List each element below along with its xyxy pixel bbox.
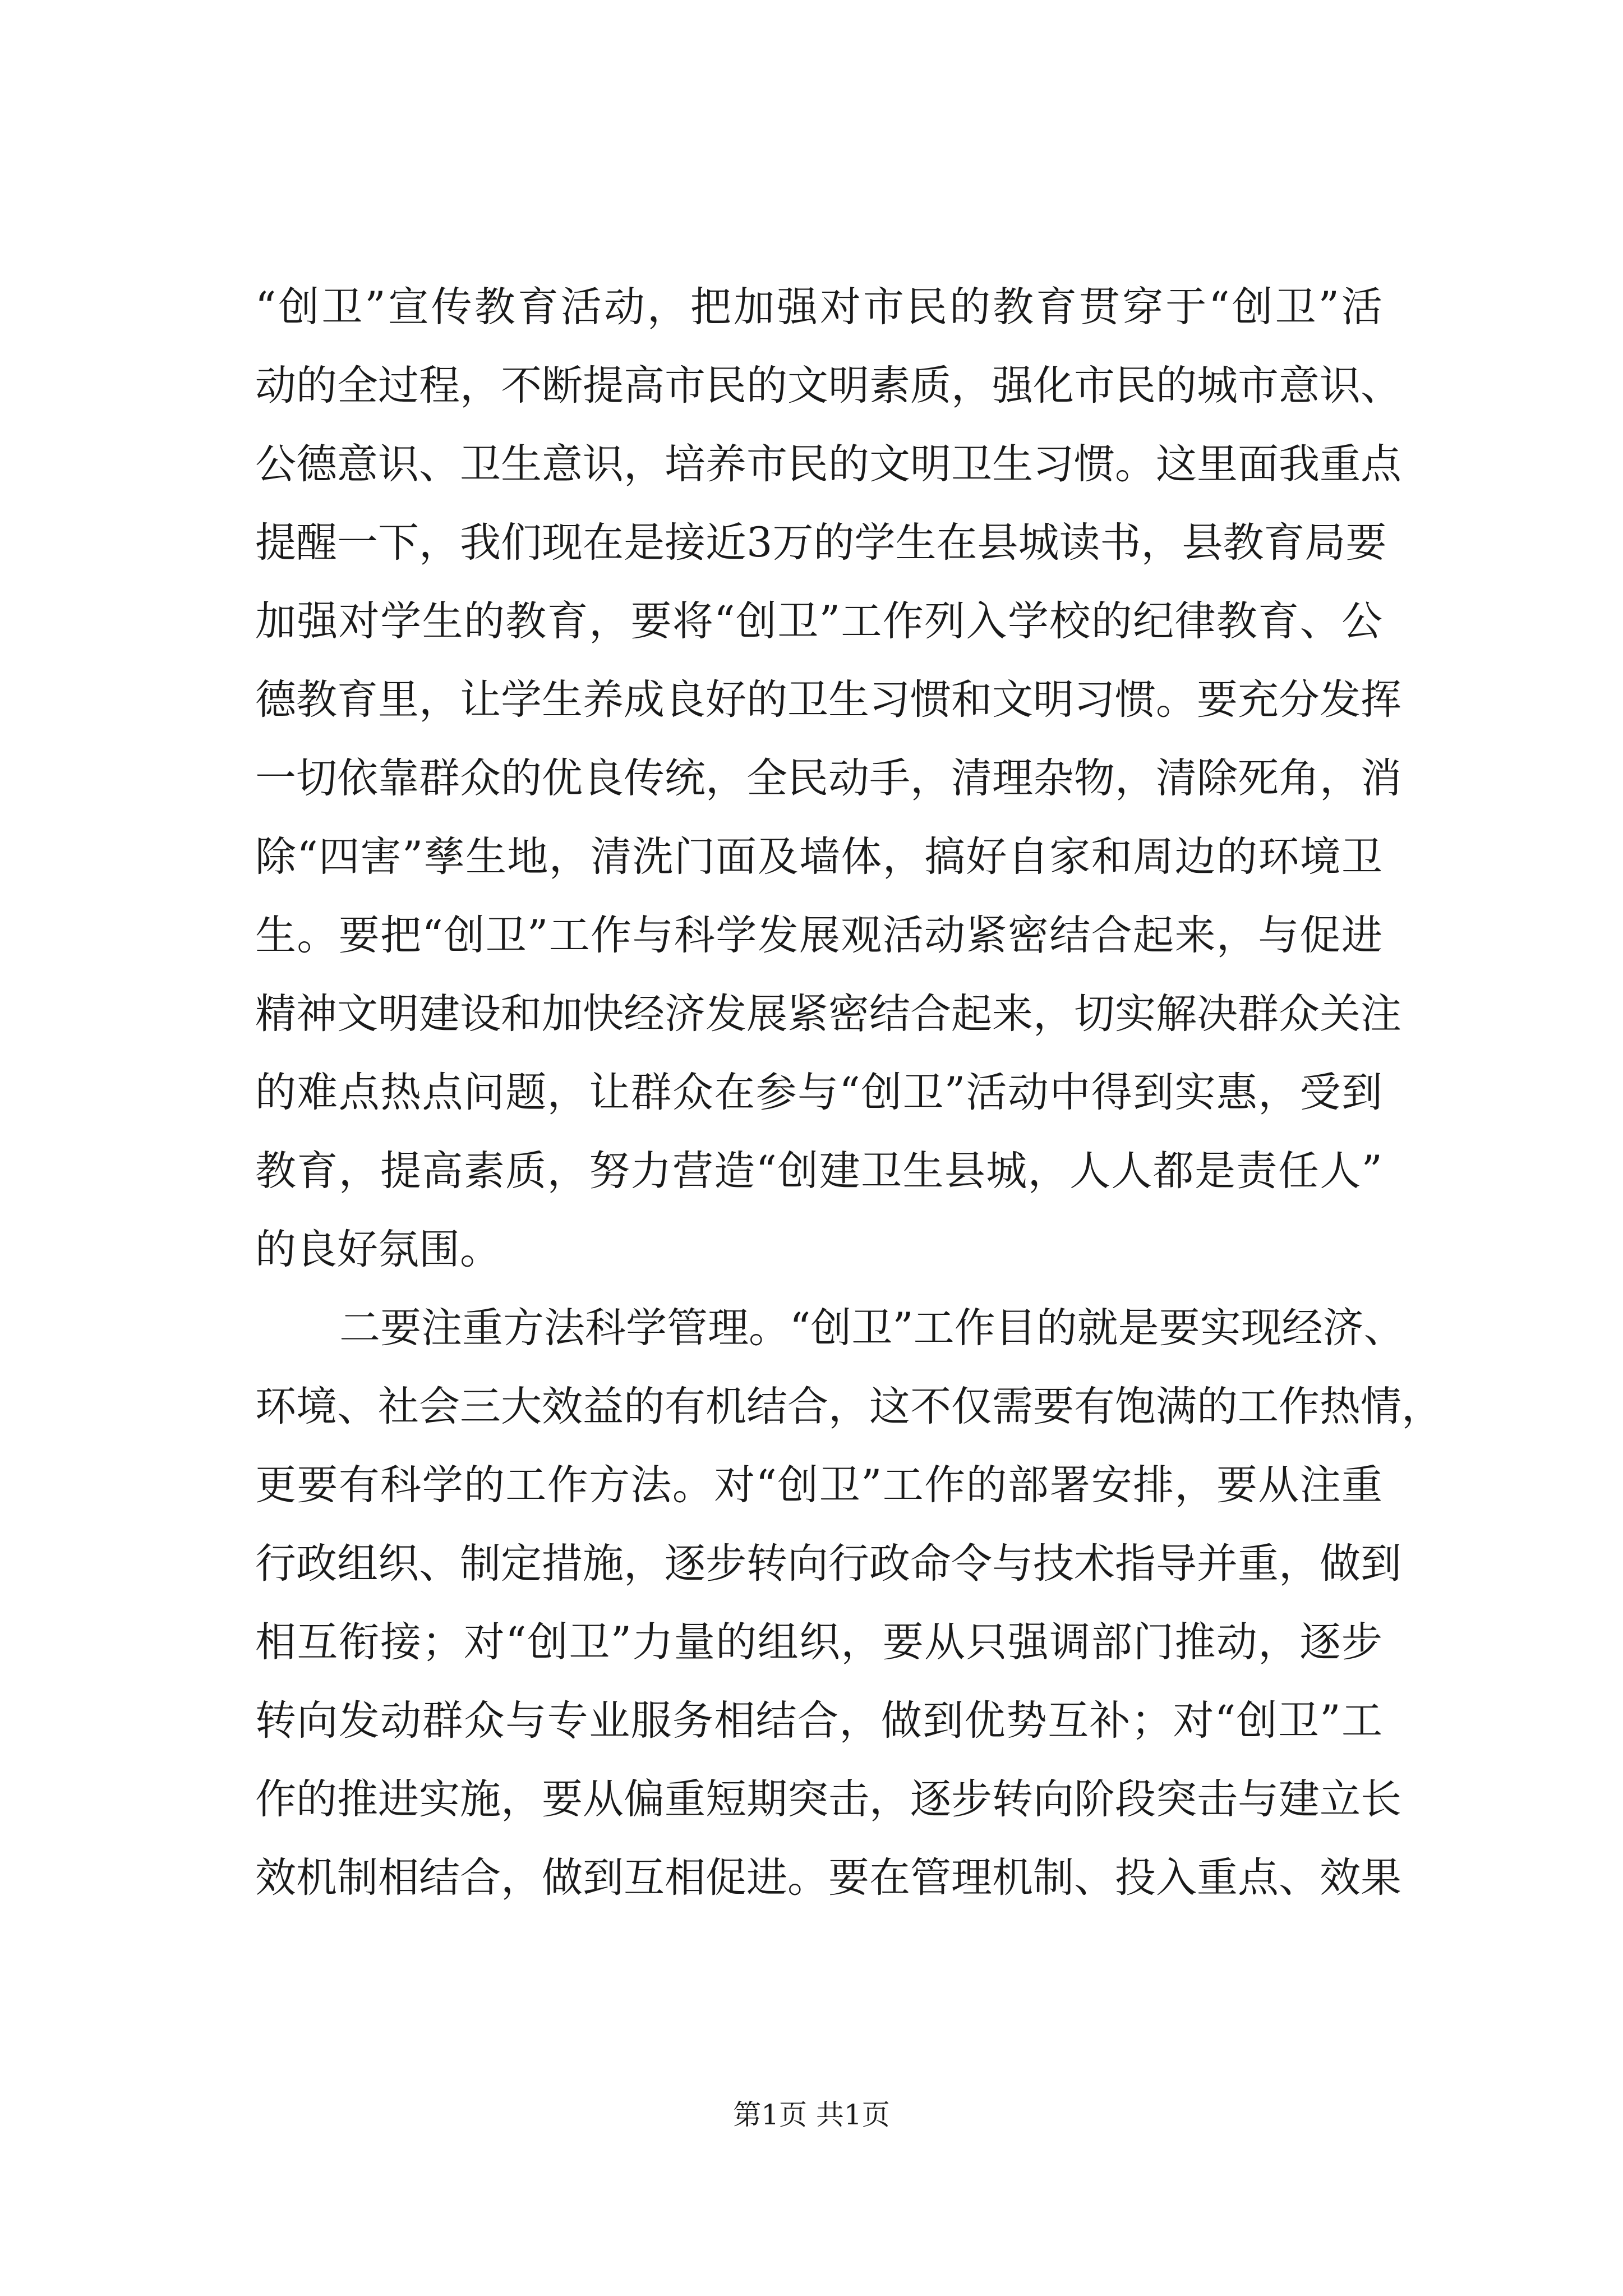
text-line: 行政组织、制定措施，逐步转向行政命令与技术指导并重，做到 [255,1540,1401,1588]
text-line: 德教育里，让学生养成良好的卫生习惯和文明习惯。要充分发挥 [255,676,1401,724]
text-line: 转向发动群众与专业服务相结合，做到优势互补；对“创卫”工 [255,1697,1382,1745]
text-line: 环境、社会三大效益的有机结合，这不仅需要有饱满的工作热情， [255,1383,1442,1430]
page-footer: 第1页 共1页 [733,2099,890,2131]
text-line: 一切依靠群众的优良传统，全民动手，清理杂物，清除死角，消 [255,754,1401,802]
text-line: 除“四害”孳生地，清洗门面及墙体，搞好自家和周边的环境卫 [255,833,1382,881]
text-line: 作的推进实施，要从偏重短期突击，逐步转向阶段突击与建立长 [255,1775,1401,1823]
text-line: 生。要把“创卫”工作与科学发展观活动紧密结合起来，与促进 [255,912,1382,959]
text-line: 提醒一下，我们现在是接近3万的学生在县城读书，县教育局要 [255,519,1387,567]
text-line: 效机制相结合，做到互相促进。要在管理机制、投入重点、效果 [255,1854,1401,1902]
text-line: 教育，提高素质，努力营造“创建卫生县城，人人都是责任人” [255,1147,1382,1195]
text-line: 的良好氛围。 [255,1226,501,1273]
paragraph-first-line: 二要注重方法科学管理。“创卫”工作目的就是要实现经济、 [339,1304,1405,1352]
text-line: 加强对学生的教育，要将“创卫”工作列入学校的纪律教育、公 [255,597,1382,645]
text-line: 动的全过程，不断提高市民的文明素质，强化市民的城市意识、 [255,362,1401,409]
body-text [255,268,1442,1917]
text-line: 相互衔接；对“创卫”力量的组织，要从只强调部门推动，逐步 [255,1618,1382,1666]
text-line: 的难点热点问题，让群众在参与“创卫”活动中得到实惠，受到 [255,1069,1382,1116]
text-line: 公德意识、卫生意识，培养市民的文明卫生习惯。这里面我重点 [255,440,1401,488]
text-line: 精神文明建设和加快经济发展紧密结合起来，切实解决群众关注 [255,990,1401,1038]
text-line: “创卫”宣传教育活动，把加强对市民的教育贯穿于“创卫”活 [255,283,1382,331]
text-line: 更要有科学的工作方法。对“创卫”工作的部署安排，要从注重 [255,1461,1382,1509]
